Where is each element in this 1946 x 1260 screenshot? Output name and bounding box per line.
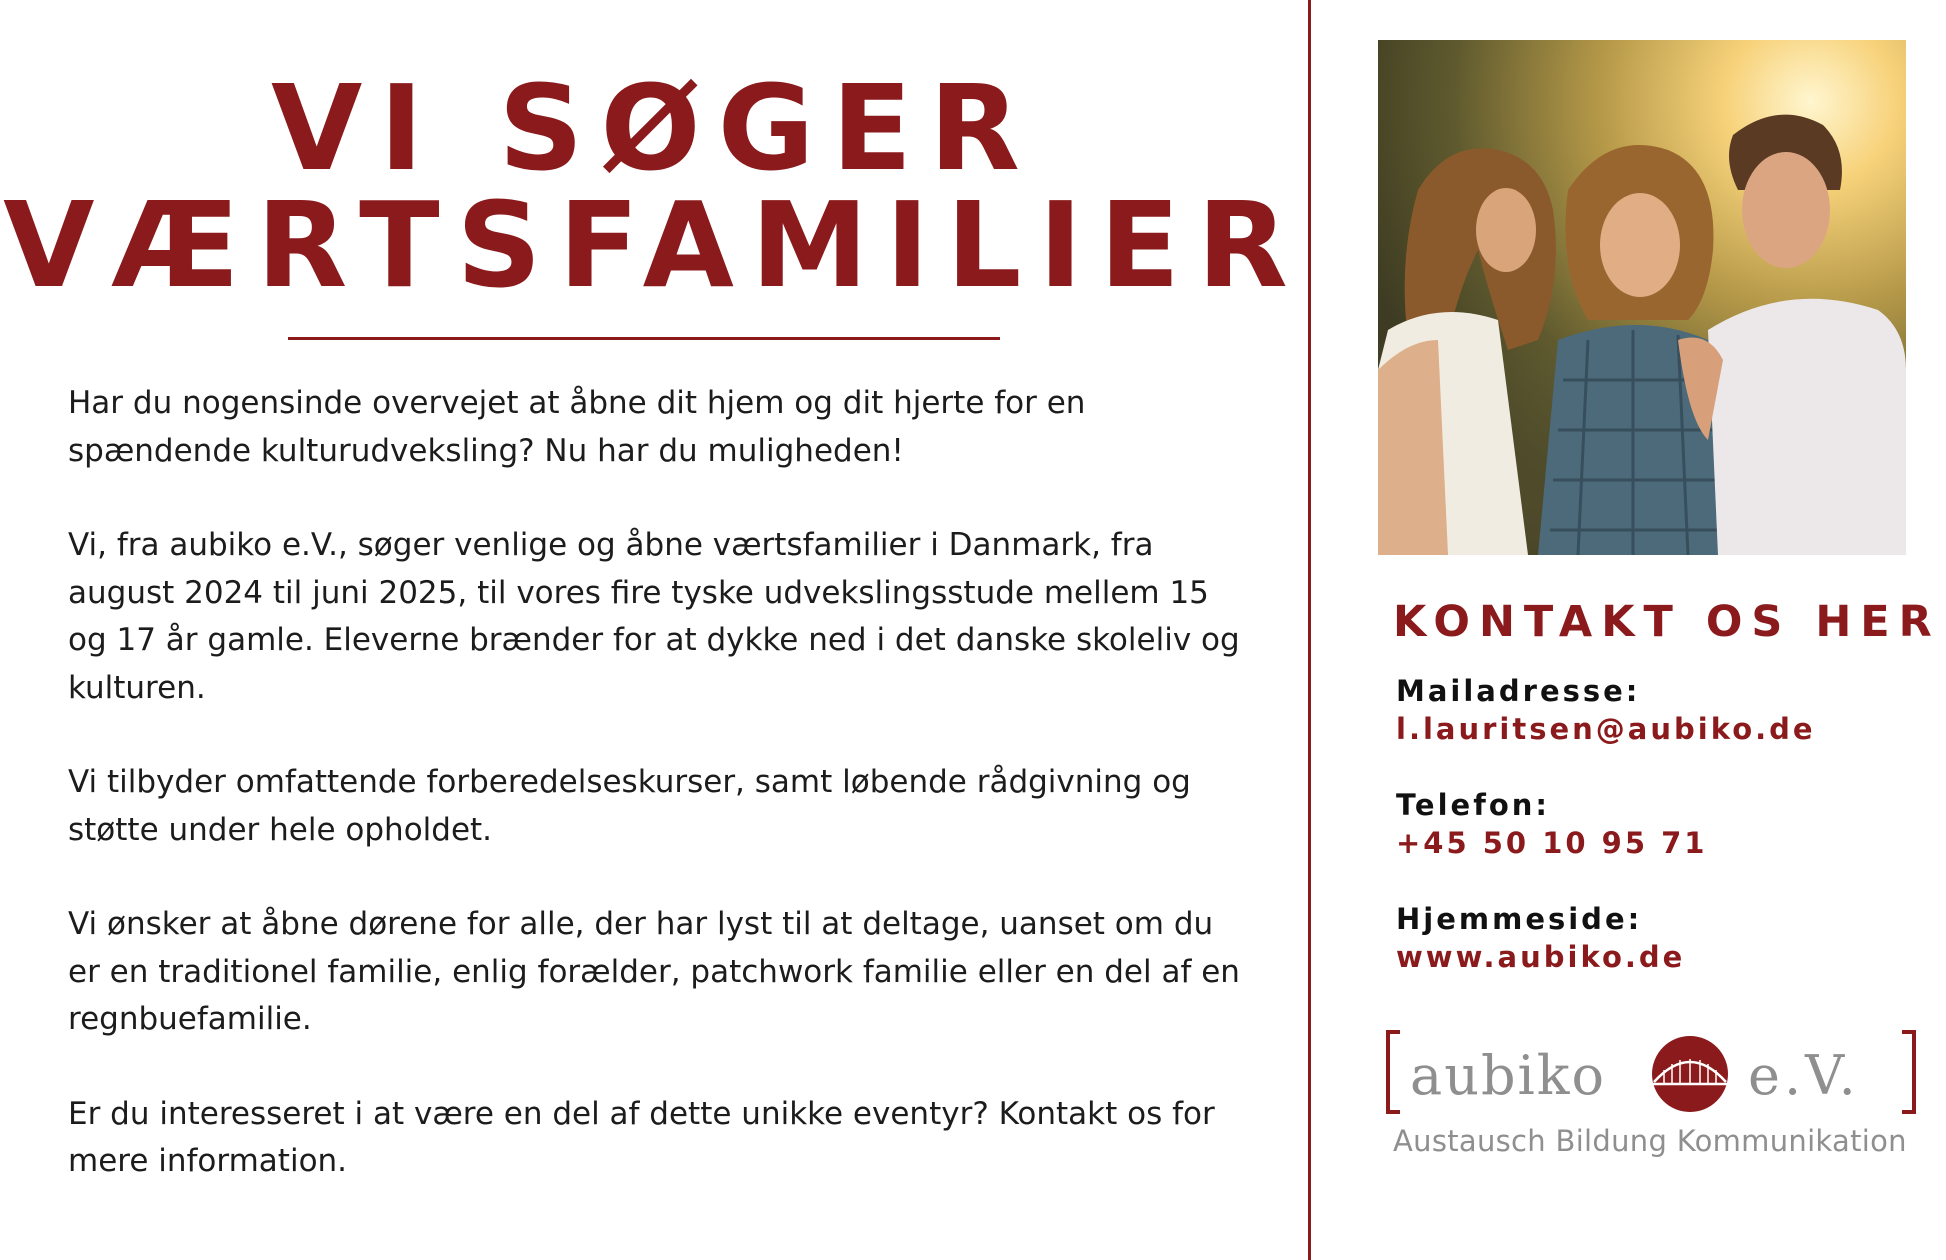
family-photo xyxy=(1378,40,1906,555)
body-text xyxy=(68,380,1248,1233)
logo-name-left: aubiko xyxy=(1410,1044,1607,1107)
contact-email xyxy=(1396,672,1916,748)
logo-bracket-right xyxy=(1902,1032,1914,1112)
title-divider xyxy=(288,337,1000,340)
email-label: Mailadresse: xyxy=(1396,674,1641,708)
paragraph-inclusion: Vi ønsker at åbne dørene for alle, der har lyst til at deltage, uanset om du er en traditionel familie, enlig forælder, patchwork familie eller en del af en regnbuefamilie. xyxy=(68,906,1240,1037)
paragraph-offer: Vi tilbyder omfattende forberedelseskurser, samt løbende rådgivning og støtte under hele opholdet. xyxy=(68,764,1191,848)
title-line-1: VI SØGER xyxy=(271,59,1037,197)
logo-name-right: e.V. xyxy=(1748,1044,1860,1107)
bridge-icon xyxy=(1652,1036,1728,1112)
paragraph-intro: Har du nogensinde overvejet at åbne dit hjem og dit hjerte for en spændende kulturudveksling? Nu har du muligheden! xyxy=(68,385,1086,469)
vertical-divider xyxy=(1308,0,1311,1260)
website-link[interactable]: www.aubiko.de xyxy=(1396,940,1686,974)
contact-website xyxy=(1396,900,1916,976)
title-line-2: VÆRTSFAMILIER xyxy=(3,176,1305,314)
website-label: Hjemmeside: xyxy=(1396,902,1643,936)
phone-label: Telefon: xyxy=(1396,788,1550,822)
contact-heading: KONTAKT OS HER xyxy=(1393,597,1941,647)
paragraph-cta: Er du interesseret i at være en del af dette unikke eventyr? Kontakt os for mere information. xyxy=(68,1095,1215,1179)
logo-bracket-left xyxy=(1388,1032,1400,1112)
paragraph-about: Vi, fra aubiko e.V., søger venlige og åbne værtsfamilier i Danmark, fra august 2024 til juni 2025, til vores fire tyske udvekslingsstude mellem 15 og 17 år gamle. Eleverne brænder for at dykke ned i det danske skoleliv og kulturen. xyxy=(68,527,1240,706)
logo-tagline: Austausch Bildung Kommunikation xyxy=(1393,1124,1907,1158)
page-title xyxy=(0,59,1308,314)
phone-link[interactable]: +45 50 10 95 71 xyxy=(1396,826,1708,860)
email-link[interactable]: l.lauritsen@aubiko.de xyxy=(1396,712,1816,746)
contact-phone xyxy=(1396,786,1916,862)
